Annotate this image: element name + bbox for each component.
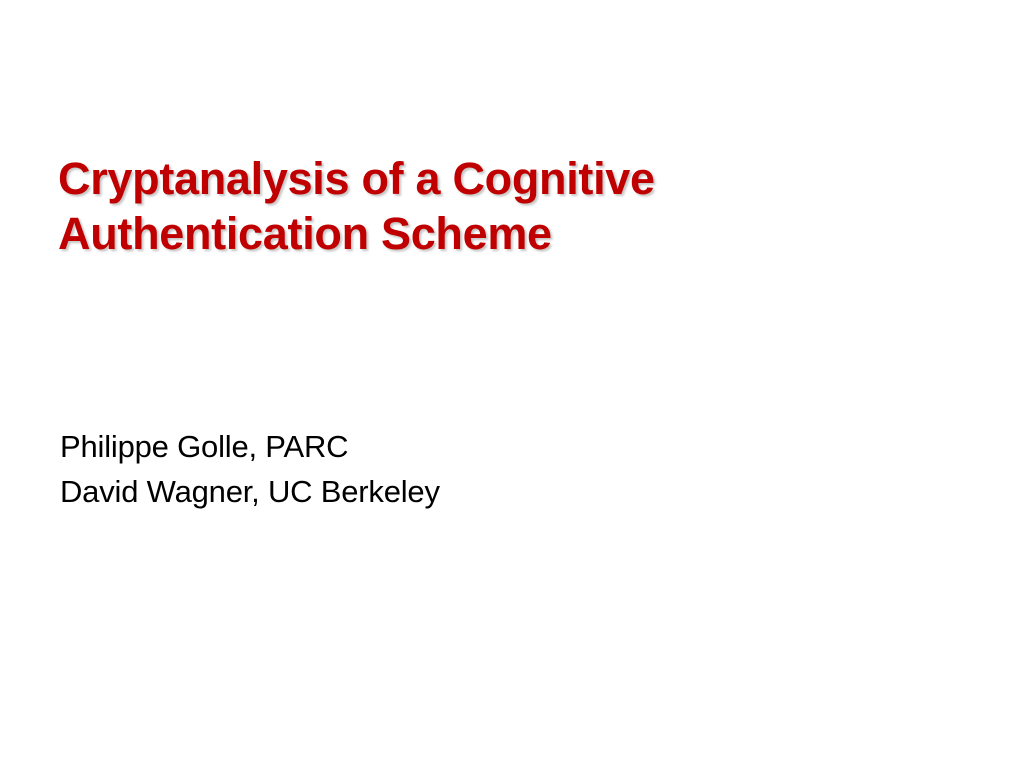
author-line-2: David Wagner, UC Berkeley — [60, 473, 440, 509]
slide-body — [60, 425, 920, 515]
author-line-1: Philippe Golle, PARC — [60, 429, 349, 464]
slide-title: Cryptanalysis of a Cognitive Authentication Scheme — [58, 153, 655, 259]
